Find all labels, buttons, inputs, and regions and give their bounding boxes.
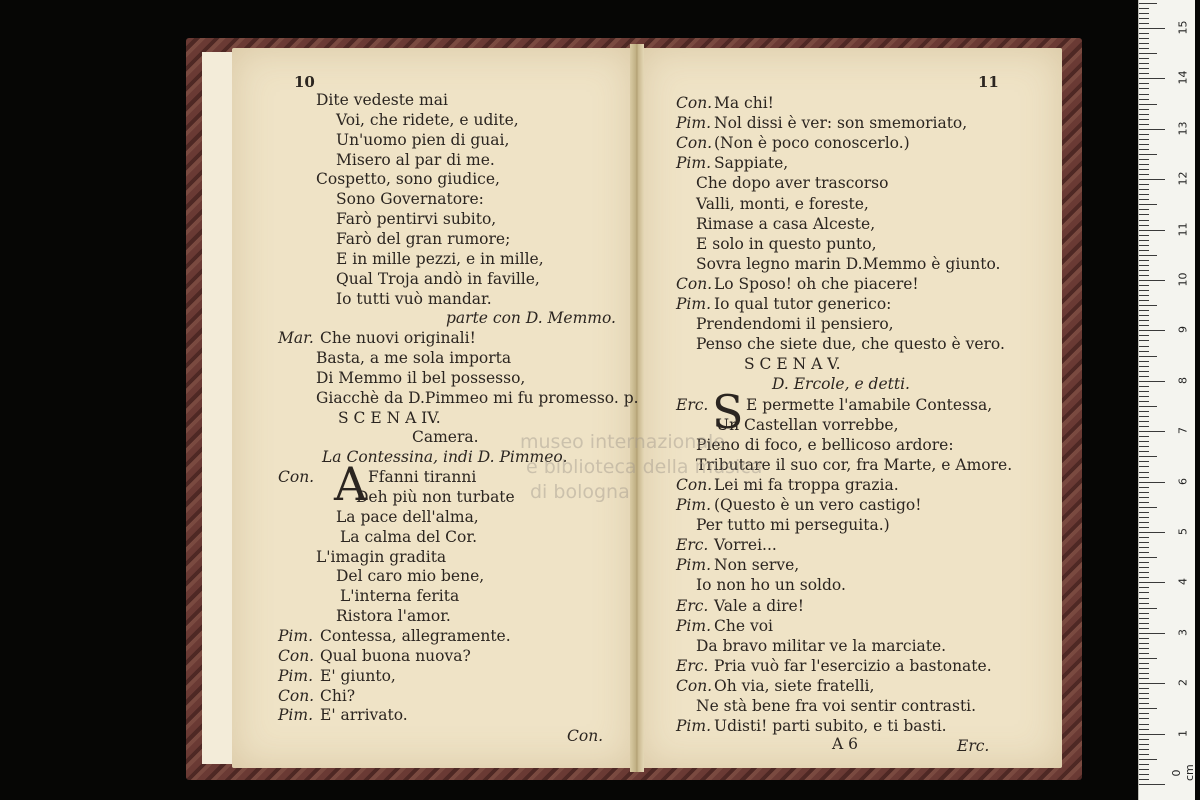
ruler-tick [1139,749,1149,750]
ruler-tick [1139,169,1149,170]
ruler-tick [1139,623,1149,624]
ruler-tick [1139,582,1165,583]
verse-line: Qual buona nuova? [320,646,471,665]
verse-line: Ffanni tiranni [368,468,477,487]
ruler-tick [1139,477,1149,478]
ruler-tick [1139,174,1149,175]
ruler-tick [1139,759,1157,760]
verse-line: Sappiate, [714,154,789,173]
ruler-tick [1139,653,1149,654]
verse-line: Io qual tutor generico: [714,295,892,313]
verse-line: E permette l'amabile Contessa, [746,395,993,414]
ruler-tick [1139,129,1165,130]
ruler-tick [1139,431,1165,432]
verse-line: Di Memmo il bel possesso, [316,368,526,387]
ruler-cm-label: 2 [1176,679,1190,687]
ruler-tick [1139,744,1149,745]
watermark-line: di bologna [530,481,630,503]
speaker-label: Pim. [676,114,712,133]
ruler-tick [1139,587,1149,588]
ruler-tick [1139,114,1149,115]
verse-line: Che dopo aver trascorso [696,174,889,193]
verse-line: Vale a dire! [714,596,804,615]
ruler-tick [1139,53,1157,54]
ruler-tick [1139,502,1149,503]
verse-line: Del caro mio bene, [336,567,485,586]
ruler-tick [1139,613,1149,614]
speaker-label: Con. [676,274,713,293]
speaker-label: Pim. [278,626,314,645]
speaker-label: Pim. [676,616,712,635]
ruler-tick [1139,673,1149,674]
ruler-tick [1139,235,1149,236]
speaker-label: Pim. [676,496,712,514]
verse-line: parte con D. Memmo. [446,309,616,328]
verse-line: Dite vedeste mai [316,91,448,109]
catchword-left: Con. [567,727,604,745]
drop-cap: S [712,384,744,439]
verse-line: Deh più non turbate [356,488,515,506]
ruler-tick [1139,371,1149,372]
ruler-tick [1139,139,1149,140]
measurement-ruler [1138,0,1195,800]
verse-line: Ristora l'amor. [336,607,451,626]
ruler-tick [1139,315,1149,316]
ruler-tick [1139,487,1149,488]
ruler-tick [1139,724,1149,725]
verse-line: Da bravo militar ve la marciate. [696,636,947,655]
ruler-tick [1139,618,1149,619]
ruler-tick [1139,562,1149,563]
ruler-tick [1139,527,1149,528]
ruler-tick [1139,3,1157,4]
ruler-tick [1139,532,1165,533]
ruler-tick [1139,542,1149,543]
ruler-cm-label: 5 [1176,528,1190,535]
ruler-tick [1139,159,1149,160]
verse-line: Pieno di foco, e bellicoso ardore: [696,435,954,454]
ruler-tick [1139,552,1149,553]
ruler-tick [1139,48,1149,49]
ruler-tick [1139,547,1149,548]
catchword-right: Erc. [957,737,990,755]
ruler-tick [1139,199,1149,200]
ruler-unit-label: 0 cm [1170,764,1196,781]
verse-line: Farò del gran rumore; [336,229,511,248]
speaker-label: Erc. [676,536,709,555]
verse-line: Non serve, [714,556,800,575]
flyleaf [202,52,235,764]
ruler-tick [1139,572,1149,573]
ruler-tick [1139,250,1149,251]
ruler-tick [1139,522,1149,523]
verse-line: (Questo è un vero castigo! [714,496,922,514]
verse-line: Tributare il suo cor, fra Marte, e Amore. [696,455,1013,474]
verse-line: (Non è poco conoscerlo.) [714,134,910,153]
ruler-tick [1139,668,1149,669]
speaker-label: Con. [676,676,713,695]
verse-line: S C E N A V. [744,355,841,374]
ruler-tick [1139,28,1165,29]
ruler-tick [1139,94,1149,95]
verse-line: Giacchè da D.Pimmeo mi fu promesso. p. [316,388,639,407]
ruler-tick [1139,381,1165,382]
ruler-tick [1139,567,1149,568]
verse-line: La calma del Cor. [340,527,478,546]
verse-line: Che nuovi originali! [320,329,476,348]
ruler-tick [1139,33,1149,34]
verse-line: Penso che siete due, che questo è vero. [696,335,1005,354]
verse-line: Che voi [714,616,773,635]
ruler-tick [1139,466,1149,467]
verse-line: Voi, che ridete, e udite, [336,110,519,129]
speaker-label: Con. [676,94,713,112]
verse-line: Valli, monti, e foreste, [696,194,869,213]
ruler-tick [1139,416,1149,417]
verse-line: Sono Governatore: [336,190,484,209]
ruler-cm-label: 11 [1176,222,1190,237]
ruler-tick [1139,648,1149,649]
ruler-tick [1139,38,1149,39]
ruler-tick [1139,779,1149,780]
page-number-left: 10 [294,73,315,91]
ruler-tick [1139,577,1149,578]
verse-line: Un'uomo pien di guai, [336,130,510,149]
ruler-tick [1139,426,1149,427]
ruler-tick [1139,184,1149,185]
ruler-tick [1139,300,1149,301]
verse-line: Chi? [320,686,356,705]
ruler-tick [1139,517,1149,518]
ruler-tick [1139,124,1149,125]
ruler-tick [1139,784,1165,785]
ruler-tick [1139,8,1149,9]
ruler-tick [1139,698,1149,699]
ruler-tick [1139,23,1149,24]
ruler-tick [1139,441,1149,442]
ruler-tick [1139,683,1165,684]
ruler-cm-label: 8 [1176,376,1190,384]
ruler-tick [1139,391,1149,392]
verse-line: Prendendomi il pensiero, [696,315,894,334]
ruler-tick [1139,43,1149,44]
ruler-tick [1139,285,1149,286]
verse-line: Vorrei... [714,536,777,555]
ruler-tick [1139,99,1149,100]
verse-line: Ma chi! [714,94,774,112]
ruler-tick [1139,663,1149,664]
ruler-tick [1139,603,1149,604]
ruler-tick [1139,608,1157,609]
verse-line: Un Castellan vorrebbe, [716,415,899,434]
speaker-label: Con. [278,686,315,705]
verse-line: E solo in questo punto, [696,234,877,253]
verse-line: L'interna ferita [340,587,460,606]
speaker-label: Erc. [676,395,709,414]
ruler-tick [1139,729,1149,730]
ruler-tick [1139,104,1157,105]
ruler-cm-label: 12 [1176,171,1190,186]
ruler-cm-label: 13 [1176,121,1190,136]
ruler-tick [1139,769,1149,770]
verse-line: Oh via, siete fratelli, [714,676,875,695]
verse-line: Misero al par di me. [336,150,495,169]
ruler-tick [1139,537,1149,538]
ruler-tick [1139,88,1149,89]
ruler-tick [1139,688,1149,689]
ruler-cm-label: 15 [1176,20,1190,35]
ruler-tick [1139,482,1165,483]
ruler-cm-label: 7 [1176,427,1190,435]
ruler-tick [1139,275,1149,276]
ruler-tick [1139,335,1149,336]
ruler-tick [1139,754,1149,755]
ruler-tick [1139,638,1149,639]
ruler-tick [1139,68,1149,69]
verse-line: S C E N A IV. [338,408,441,427]
verse-line: Contessa, allegramente. [320,626,511,645]
ruler-tick [1139,265,1149,266]
speaker-label: Erc. [676,596,709,615]
ruler-tick [1139,507,1157,508]
ruler-tick [1139,134,1149,135]
ruler-tick [1139,255,1157,256]
verse-line: Per tutto mi perseguita.) [696,516,890,535]
ruler-tick [1139,119,1149,120]
verse-line: Cospetto, sono giudice, [316,170,500,189]
ruler-tick [1139,13,1149,14]
verse-line: Lei mi fa troppa grazia. [714,475,899,494]
verse-line: L'imagin gradita [316,547,447,566]
ruler-tick [1139,703,1149,704]
ruler-tick [1139,734,1165,735]
verse-line: Rimase a casa Alceste, [696,214,876,233]
ruler-tick [1139,366,1149,367]
speaker-label: Con. [278,468,315,487]
ruler-tick [1139,346,1149,347]
ruler-tick [1139,708,1157,709]
ruler-tick [1139,149,1149,150]
ruler-tick [1139,598,1149,599]
ruler-tick [1139,628,1149,629]
ruler-tick [1139,557,1157,558]
ruler-cm-label: 14 [1176,70,1190,85]
verse-line: Pria vuò far l'esercizio a bastonate. [714,656,992,675]
ruler-tick [1139,678,1149,679]
ruler-tick [1139,154,1157,155]
verse-line: Io non ho un soldo. [696,576,846,595]
ruler-tick [1139,209,1149,210]
ruler-tick [1139,109,1149,110]
ruler-tick [1139,63,1149,64]
watermark-line: e biblioteca della musica [526,456,763,478]
speaker-label: Pim. [278,666,314,685]
verse-line: Io tutti vuò mandar. [336,289,492,308]
ruler-tick [1139,396,1149,397]
ruler-tick [1139,310,1149,311]
ruler-tick [1139,456,1157,457]
signature-mark: A 6 [832,735,858,753]
ruler-tick [1139,194,1149,195]
ruler-tick [1139,230,1165,231]
speaker-label: Con. [278,646,315,665]
ruler-tick [1139,492,1149,493]
ruler-tick [1139,718,1149,719]
ruler-tick [1139,83,1149,84]
verse-line: La pace dell'alma, [336,507,479,526]
ruler-tick [1139,189,1149,190]
ruler-tick [1139,305,1157,306]
verse-line: E' giunto, [320,666,396,685]
ruler-tick [1139,225,1149,226]
ruler-tick [1139,18,1149,19]
speaker-label: Pim. [676,154,712,173]
ruler-tick [1139,356,1157,357]
ruler-tick [1139,270,1149,271]
ruler-tick [1139,325,1149,326]
ruler-cm-label: 4 [1176,578,1190,586]
page-number-right: 11 [978,73,999,91]
verse-line: Nol dissi è ver: son smemoriato, [714,114,968,133]
ruler-tick [1139,204,1157,205]
ruler-tick [1139,633,1165,634]
gutter [630,44,644,772]
watermark-line: museo internazionale [520,431,725,453]
ruler-tick [1139,764,1149,765]
ruler-tick [1139,260,1149,261]
ruler-tick [1139,320,1149,321]
speaker-label: Mar. [278,329,314,348]
ruler-tick [1139,451,1149,452]
ruler-tick [1139,245,1149,246]
ruler-tick [1139,330,1165,331]
ruler-tick [1139,497,1149,498]
ruler-tick [1139,78,1165,79]
verse-line: Udisti! parti subito, e ti basti. [714,717,947,736]
ruler-tick [1139,73,1149,74]
ruler-tick [1139,290,1149,291]
drop-cap: A [334,457,368,512]
ruler-cm-label: 6 [1176,477,1190,485]
ruler-tick [1139,461,1149,462]
ruler-tick [1139,340,1149,341]
ruler-tick [1139,436,1149,437]
verse-line: Basta, a me sola importa [316,349,512,368]
speaker-label: Pim. [676,717,712,736]
ruler-tick [1139,774,1149,775]
ruler-tick [1139,351,1149,352]
ruler-tick [1139,386,1149,387]
ruler-tick [1139,240,1149,241]
verse-line: Ne stà bene fra voi sentir contrasti. [696,697,977,715]
ruler-cm-label: 9 [1176,326,1190,334]
verse-line: Farò pentirvi subito, [336,210,497,229]
watermark [520,430,762,505]
ruler-tick [1139,361,1149,362]
verse-line: La Contessina, indi D. Pimmeo. [322,448,568,467]
verse-line: Camera. [412,428,479,447]
verse-line: Lo Sposo! oh che piacere! [714,274,919,293]
ruler-tick [1139,739,1149,740]
ruler-tick [1139,179,1165,180]
ruler-tick [1139,512,1149,513]
ruler-cm-label: 1 [1176,729,1190,737]
ruler-tick [1139,295,1149,296]
speaker-label: Pim. [278,706,314,725]
ruler-tick [1139,713,1149,714]
ruler-cm-label: 10 [1176,272,1190,287]
verse-line: D. Ercole, e detti. [772,375,910,394]
ruler-tick [1139,693,1149,694]
ruler-tick [1139,401,1149,402]
speaker-label: Erc. [676,656,709,675]
ruler-tick [1139,376,1149,377]
ruler-tick [1139,58,1149,59]
ruler-cm-label: 3 [1176,628,1190,636]
ruler-tick [1139,472,1149,473]
ruler-tick [1139,406,1157,407]
speaker-label: Con. [676,134,713,153]
ruler-tick [1139,643,1149,644]
speaker-label: Con. [676,475,713,494]
verse-line: E in mille pezzi, e in mille, [336,249,544,268]
ruler-tick [1139,411,1149,412]
ruler-tick [1139,144,1149,145]
ruler-tick [1139,592,1149,593]
speaker-label: Pim. [676,556,712,575]
ruler-tick [1139,214,1149,215]
ruler-tick [1139,421,1149,422]
ruler-tick [1139,658,1157,659]
ruler-tick [1139,220,1149,221]
ruler-tick [1139,164,1149,165]
verse-line: Sovra legno marin D.Memmo è giunto. [696,254,1001,273]
ruler-tick [1139,280,1165,281]
verse-line: E' arrivato. [320,706,408,725]
speaker-label: Pim. [676,295,712,313]
ruler-tick [1139,446,1149,447]
verse-line: Qual Troja andò in faville, [336,269,540,288]
